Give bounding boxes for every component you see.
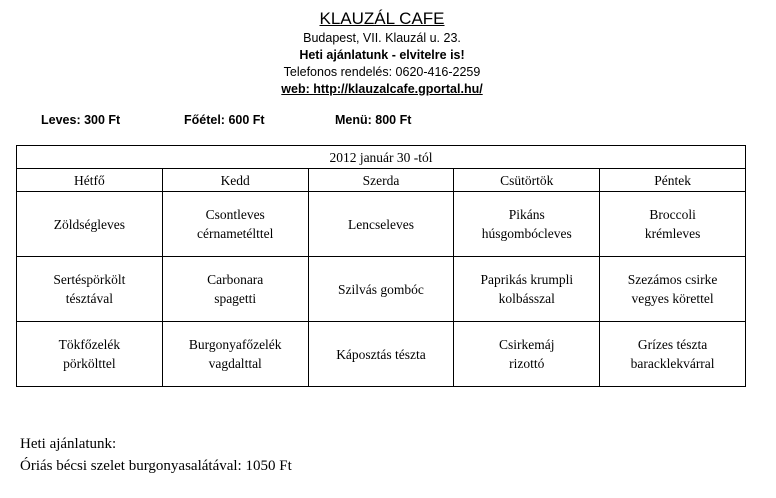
day-header-monday: Hétfő <box>17 169 163 192</box>
dish-line: Paprikás krumpli <box>480 272 574 287</box>
cafe-address: Budapest, VII. Klauzál u. 23. <box>303 31 461 45</box>
menu-price: Menü: 800 Ft <box>335 113 412 127</box>
dish-line: Szilvás gombóc <box>338 281 424 297</box>
dish-line: pörkölttel <box>63 356 116 371</box>
dish-cell <box>17 192 163 257</box>
dish-cell <box>308 322 454 387</box>
dish-line: vegyes körettel <box>631 291 714 306</box>
offer-line: Heti ajánlatunk - elvitelre is! <box>299 48 465 62</box>
soup-price: Leves: 300 Ft <box>41 113 121 127</box>
dish-cell <box>600 257 746 322</box>
dish-line: Csirkemáj <box>499 337 555 352</box>
menu-row <box>17 192 746 257</box>
dish-cell <box>454 322 600 387</box>
dish-cell <box>308 192 454 257</box>
dish-line: kolbásszal <box>498 291 555 306</box>
dish-line: cérnametélttel <box>196 226 274 241</box>
dish-line: tésztával <box>65 291 114 306</box>
dish-line: Tökfőzelék <box>58 337 121 352</box>
dish-line: Carbonara <box>207 272 264 287</box>
cafe-header <box>0 8 764 98</box>
dish-line: krémleves <box>644 226 701 241</box>
dish-line: Zöldségleves <box>53 216 126 232</box>
dish-line: Káposztás tészta <box>336 346 426 362</box>
dish-line: baracklekvárral <box>630 356 715 371</box>
weekly-special-dish: Óriás bécsi szelet burgonyasalátával: 1050 Ft <box>20 458 292 474</box>
dish-cell <box>17 257 163 322</box>
day-header-friday: Péntek <box>600 169 746 192</box>
price-list <box>0 113 776 129</box>
menu-row <box>17 257 746 322</box>
dish-cell <box>17 322 163 387</box>
dish-cell <box>162 257 308 322</box>
dish-cell <box>600 192 746 257</box>
day-header-wednesday: Szerda <box>308 169 454 192</box>
dish-line: Burgonyafőzelék <box>188 337 282 352</box>
day-header-tuesday: Kedd <box>162 169 308 192</box>
weekly-special-heading: Heti ajánlatunk: <box>20 436 117 452</box>
weekly-menu-table <box>16 145 746 387</box>
dish-line: Broccoli <box>649 207 696 222</box>
phone-line: Telefonos rendelés: 0620-416-2259 <box>283 65 481 79</box>
dish-cell <box>454 192 600 257</box>
day-header-thursday: Csütörtök <box>454 169 600 192</box>
dish-cell <box>162 322 308 387</box>
dish-line: Csontleves <box>205 207 265 222</box>
dish-line: Pikáns <box>508 207 545 222</box>
dish-line: spagetti <box>214 291 257 306</box>
dish-line: húsgombócleves <box>481 226 572 241</box>
cafe-title: KLAUZÁL CAFE <box>319 9 445 28</box>
web-link[interactable]: web: http://klauzalcafe.gportal.hu/ <box>281 82 483 96</box>
dish-line: Lencseleves <box>348 216 414 232</box>
main-course-price: Főétel: 600 Ft <box>184 113 265 127</box>
dish-cell <box>600 322 746 387</box>
dish-cell <box>308 257 454 322</box>
dish-line: Grízes tészta <box>637 337 708 352</box>
week-heading: 2012 január 30 -tól <box>17 146 746 169</box>
dish-cell <box>162 192 308 257</box>
weekly-special <box>20 433 292 477</box>
dish-cell <box>454 257 600 322</box>
dish-line: rizottó <box>509 356 545 371</box>
dish-line: vagdalttal <box>208 356 262 371</box>
menu-row <box>17 322 746 387</box>
dish-line: Sertéspörkölt <box>53 272 126 287</box>
dish-line: Szezámos csirke <box>627 272 718 287</box>
